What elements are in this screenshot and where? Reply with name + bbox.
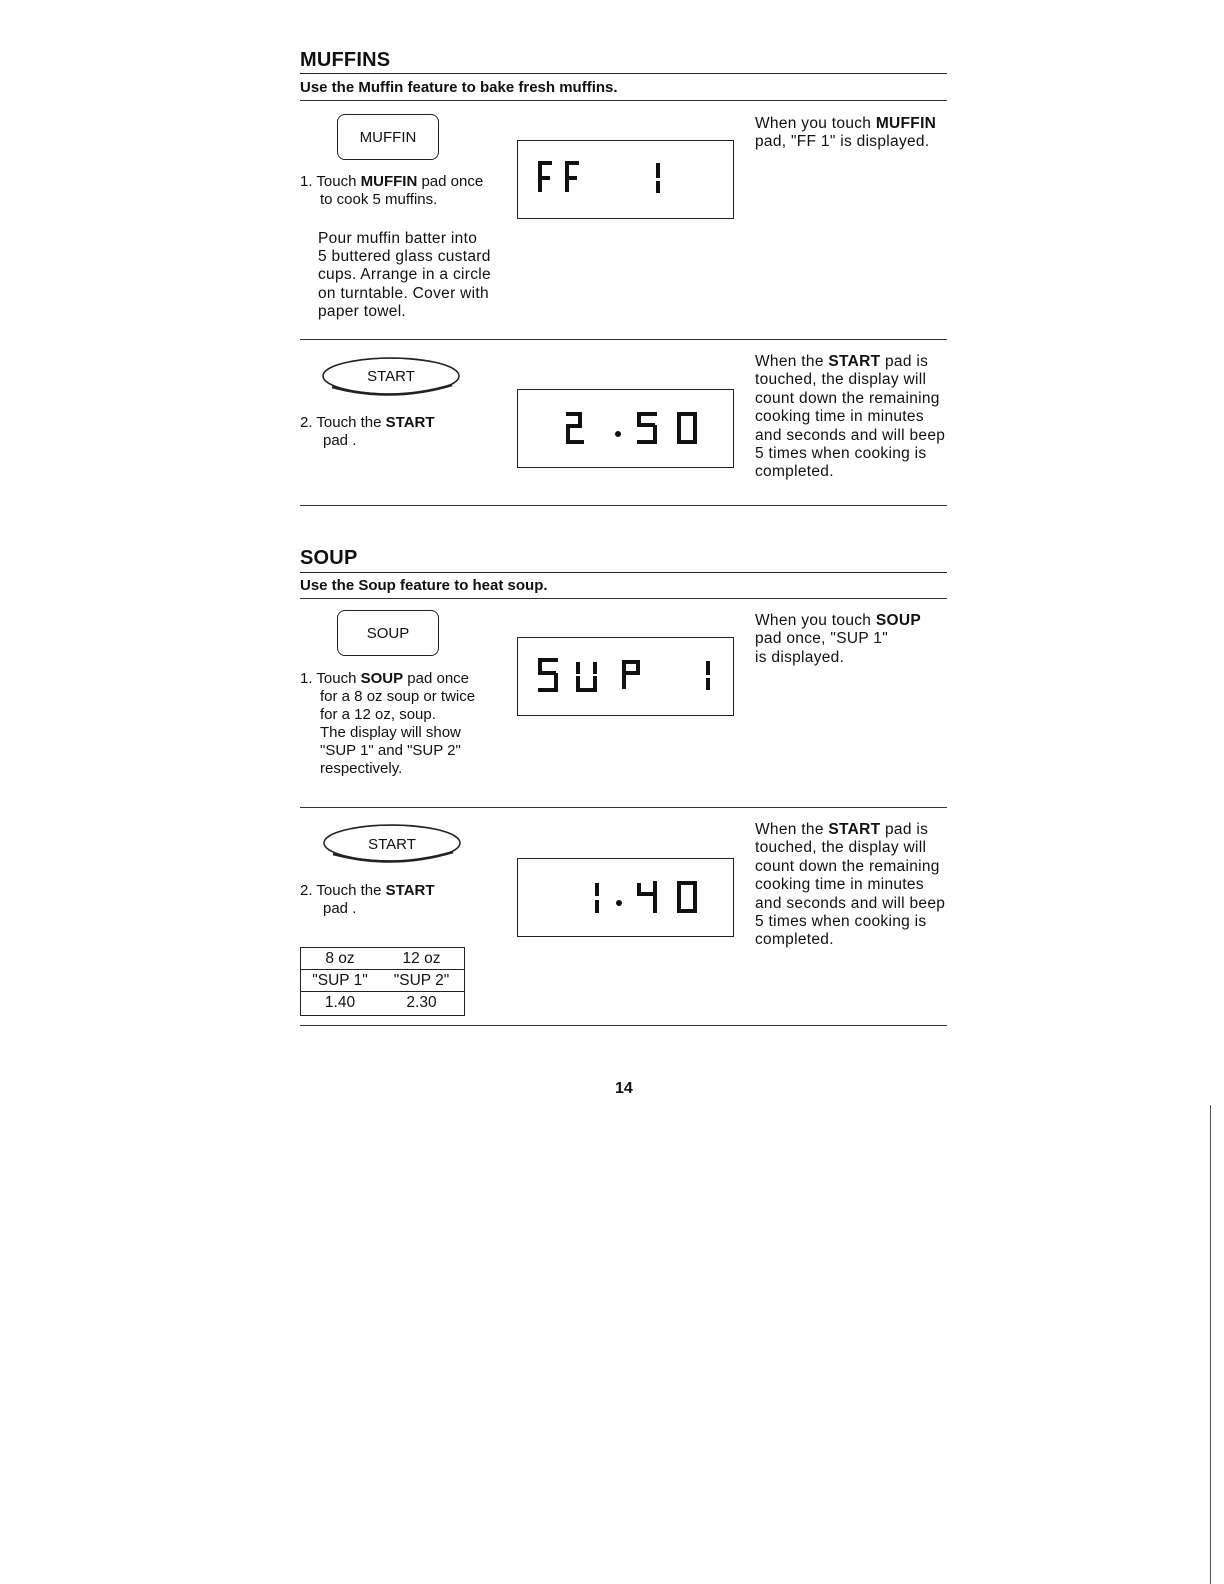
step-text: respectively. <box>320 760 403 777</box>
muffin-countdown-display <box>517 389 734 468</box>
soup-countdown-display <box>517 858 734 937</box>
section-title-soup: SOUP <box>300 547 358 569</box>
step-number: 1. <box>300 173 313 190</box>
step-text: "SUP 1" and "SUP 2" <box>320 742 461 759</box>
step-text: pad . <box>323 900 357 917</box>
start-pad-label: START <box>367 368 415 385</box>
muffin-step-1-note <box>755 115 950 152</box>
section-title-muffins: MUFFINS <box>300 49 391 71</box>
note-bold: MUFFIN <box>875 115 937 132</box>
soup-table-grid <box>301 948 464 1013</box>
step-number: 1. <box>300 670 313 687</box>
divider <box>300 572 947 573</box>
page-number: 14 <box>615 1080 633 1097</box>
note-line: count down the remaining <box>755 857 940 875</box>
soup-display <box>517 637 734 716</box>
note-line: cooking time in minutes <box>755 408 924 426</box>
soup-pad[interactable] <box>337 610 439 656</box>
note-bold: START <box>828 821 881 838</box>
table-cell: "SUP 2" <box>379 970 464 992</box>
step-text: Touch <box>316 173 361 190</box>
soup-step-2-note <box>755 821 955 950</box>
step-bold: START <box>385 882 435 899</box>
step-text: for a 8 oz soup or twice <box>320 688 476 705</box>
note-text: pad is <box>880 821 929 838</box>
table-cell: "SUP 1" <box>301 970 379 992</box>
soup-size-table <box>300 947 465 1016</box>
step-bold: SOUP <box>360 670 404 687</box>
note-line: completed. <box>755 931 834 949</box>
note-line: pad once, "SUP 1" <box>755 630 889 648</box>
start-pad[interactable] <box>321 822 463 868</box>
table-cell: 1.40 <box>324 993 356 1011</box>
note-line: and seconds and will beep <box>755 894 946 912</box>
divider <box>300 807 947 808</box>
note-bold: SOUP <box>875 612 921 629</box>
muffin-prep-paragraph <box>318 230 518 321</box>
note-text: When you touch <box>755 115 876 132</box>
paragraph-line: paper towel. <box>318 302 407 320</box>
note-line: cooking time in minutes <box>755 876 924 894</box>
paragraph-line: on turntable. Cover with <box>318 284 489 302</box>
table-cell: 8 oz <box>325 949 355 967</box>
lcd-digits <box>518 859 733 936</box>
divider <box>300 598 947 599</box>
step-text: pad . <box>323 432 357 449</box>
section-subtitle-muffins: Use the Muffin feature to bake fresh muffins. <box>300 79 618 96</box>
divider <box>300 339 947 340</box>
step-text: pad once <box>403 670 470 687</box>
divider <box>300 1025 947 1026</box>
note-text: When you touch <box>755 612 876 629</box>
step-text: The display will show <box>320 724 461 741</box>
muffin-pad-label: MUFFIN <box>359 128 417 146</box>
step-text: to cook 5 muffins. <box>320 191 438 208</box>
lcd-digits <box>518 390 733 467</box>
step-bold: START <box>385 414 435 431</box>
step-bold: MUFFIN <box>360 173 418 190</box>
step-number: 2. <box>300 882 313 899</box>
step-text: Touch <box>316 670 361 687</box>
divider <box>300 100 947 101</box>
step-text: Touch the <box>316 414 386 431</box>
note-line: 5 times when cooking is <box>755 913 927 931</box>
paragraph-line: 5 buttered glass custard <box>318 248 491 266</box>
scan-edge-line <box>1210 1105 1211 1584</box>
paragraph-line: Pour muffin batter into <box>318 230 478 247</box>
muffin-display <box>517 140 734 219</box>
step-text: pad once <box>417 173 484 190</box>
note-line: touched, the display will <box>755 839 927 857</box>
start-pad-label: START <box>368 836 416 853</box>
note-line: completed. <box>755 463 834 481</box>
note-line: count down the remaining <box>755 389 940 407</box>
note-line: and seconds and will beep <box>755 426 946 444</box>
note-text: pad is <box>880 353 929 370</box>
divider <box>300 505 947 506</box>
note-bold: START <box>828 353 881 370</box>
divider <box>300 73 947 74</box>
muffin-step-2-note <box>755 353 955 482</box>
muffin-step-1-instruction <box>300 173 515 209</box>
soup-step-2-instruction <box>300 882 500 918</box>
note-text: pad, "FF 1" is displayed. <box>755 133 930 151</box>
note-line: is displayed. <box>755 648 845 666</box>
paragraph-line: cups. Arrange in a circle <box>318 266 491 284</box>
table-row <box>301 992 464 1014</box>
table-cell: 12 oz <box>402 949 441 967</box>
table-cell: 2.30 <box>406 993 437 1011</box>
step-text: for a 12 oz, soup. <box>320 706 436 723</box>
lcd-digits <box>518 638 733 715</box>
step-text: Touch the <box>316 882 386 899</box>
step-number: 2. <box>300 414 313 431</box>
note-line: touched, the display will <box>755 371 927 389</box>
lcd-digits <box>518 141 733 218</box>
start-pad[interactable] <box>320 355 462 401</box>
section-subtitle-soup: Use the Soup feature to heat soup. <box>300 577 548 594</box>
note-text: When the <box>755 821 829 838</box>
muffin-pad[interactable] <box>337 114 439 160</box>
soup-pad-label: SOUP <box>366 624 410 642</box>
table-row <box>301 948 464 970</box>
muffin-step-2-instruction <box>300 414 500 450</box>
note-text: When the <box>755 353 829 370</box>
note-line: 5 times when cooking is <box>755 445 927 463</box>
table-row <box>301 970 464 992</box>
soup-step-1-note <box>755 612 950 667</box>
soup-step-1-instruction <box>300 670 515 778</box>
